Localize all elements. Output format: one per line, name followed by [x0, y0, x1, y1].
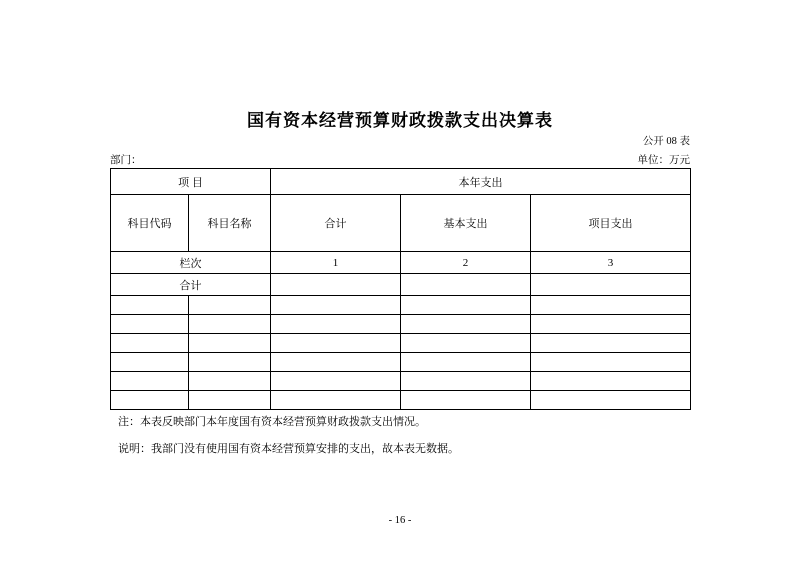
cell-basic	[401, 391, 531, 410]
header-current-year: 本年支出	[271, 169, 691, 195]
total-value-2	[401, 274, 531, 296]
cell-total	[271, 372, 401, 391]
page-content	[110, 0, 690, 566]
table-row	[111, 353, 691, 372]
header-total: 合计	[271, 195, 401, 252]
department-label: 部门：	[110, 155, 142, 166]
cell-code	[111, 372, 189, 391]
header-subject-name: 科目名称	[189, 195, 271, 252]
cell-basic	[401, 296, 531, 315]
table-row	[111, 372, 691, 391]
table-row	[111, 315, 691, 334]
table-note: 注：本表反映部门本年度国有资本经营预算财政拨款支出情况。	[118, 416, 426, 428]
cell-code	[111, 353, 189, 372]
cell-name	[189, 372, 271, 391]
unit-label: 单位：万元	[637, 155, 690, 166]
cell-project	[531, 334, 691, 353]
total-value-3	[531, 274, 691, 296]
table-row	[111, 334, 691, 353]
table-header-row-top	[111, 169, 691, 195]
cell-name	[189, 391, 271, 410]
cell-project	[531, 372, 691, 391]
cell-basic	[401, 315, 531, 334]
table-header-row-sub	[111, 195, 691, 252]
page-number: - 16 -	[388, 515, 412, 526]
cell-project	[531, 391, 691, 410]
cell-name	[189, 334, 271, 353]
lane-value-3: 3	[531, 252, 691, 274]
budget-expenditure-table	[110, 168, 691, 410]
cell-total	[271, 315, 401, 334]
cell-code	[111, 315, 189, 334]
cell-code	[111, 391, 189, 410]
cell-project	[531, 315, 691, 334]
table-row	[111, 391, 691, 410]
lane-value-1: 1	[271, 252, 401, 274]
table-row-total	[111, 274, 691, 296]
table-row	[111, 296, 691, 315]
cell-name	[189, 315, 271, 334]
cell-project	[531, 353, 691, 372]
table-row-lane	[111, 252, 691, 274]
cell-total	[271, 296, 401, 315]
cell-total	[271, 353, 401, 372]
cell-total	[271, 334, 401, 353]
cell-name	[189, 296, 271, 315]
cell-basic	[401, 372, 531, 391]
lane-label: 栏次	[111, 252, 271, 274]
header-subject-code: 科目代码	[111, 195, 189, 252]
total-value-1	[271, 274, 401, 296]
cell-code	[111, 334, 189, 353]
header-item: 项 目	[111, 169, 271, 195]
cell-basic	[401, 353, 531, 372]
table-explanation: 说明：我部门没有使用国有资本经营预算安排的支出，故本表无数据。	[118, 443, 459, 455]
total-label: 合计	[111, 274, 271, 296]
cell-name	[189, 353, 271, 372]
cell-project	[531, 296, 691, 315]
cell-code	[111, 296, 189, 315]
cell-total	[271, 391, 401, 410]
form-number: 公开 08 表	[642, 136, 690, 147]
cell-basic	[401, 334, 531, 353]
lane-value-2: 2	[401, 252, 531, 274]
header-basic-expenditure: 基本支出	[401, 195, 531, 252]
page-title: 国有资本经营预算财政拨款支出决算表	[247, 111, 553, 130]
header-project-expenditure: 项目支出	[531, 195, 691, 252]
